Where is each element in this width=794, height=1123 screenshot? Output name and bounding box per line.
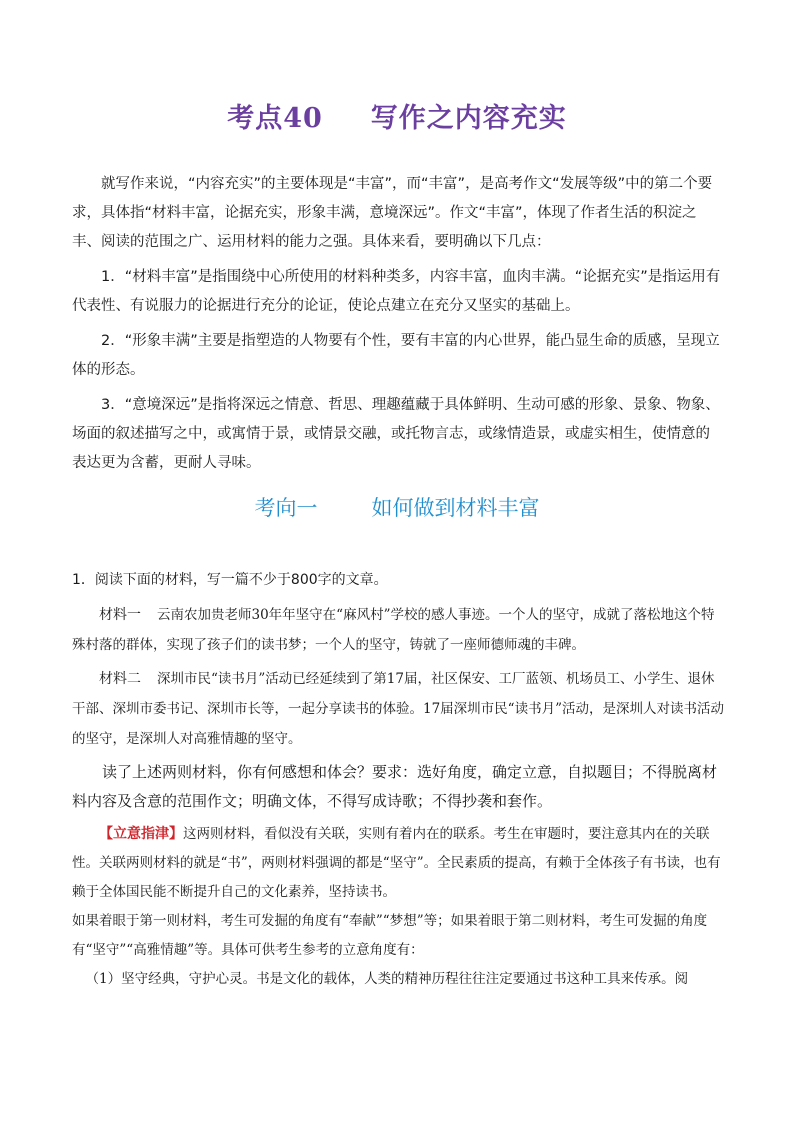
intro-paragraph: 就写作来说，“内容充实”的主要体现是“丰富”，而“丰富”，是高考作文“发展等级”中的第二个要求，具体指“材料丰富，论据充实，形象丰满，意境深远”。作文“丰富”，体现了作者生活的积淀之丰、阅读的范围之广、运用材料的能力之强。具体来看，要明确以下几点： — [72, 176, 713, 250]
material-2 — [72, 664, 724, 754]
guide-paragraph — [72, 820, 724, 907]
intro-item-1: 1．“材料丰富”是指围绕中心所使用的材料种类多，内容丰富，血肉丰满。“论据充实”是指运用有代表性、有说服力的论据进行充分的论证，使论点建立在充分又坚实的基础上。 — [72, 269, 721, 314]
subtitle-text: 如何做到材料丰富 — [371, 496, 540, 520]
title-text: 写作之内容充实 — [370, 103, 567, 134]
material-1 — [72, 600, 724, 660]
material-1-text: 云南农加贵老师30年年坚守在“麻风村”学校的感人事迹。一个人的坚守，成就了落松地这个特殊村落的群体，实现了孩子们的读书梦；一个人的坚守，铸就了一座师德师魂的丰碑。 — [72, 607, 715, 653]
intro-item-2: 2．“形象丰满”主要是指塑造的人物要有个性，要有丰富的内心世界，能凸显生命的质感，呈现立体的形态。 — [72, 333, 720, 378]
guide-tag: 【立意指津】 — [99, 826, 183, 842]
material-2-label: 材料二 — [99, 671, 141, 687]
guide-more: 如果着眼于第一则材料，考生可发掘的角度有“奉献”“梦想”等；如果着眼于第二则材料，考生可发掘的角度有“坚守”“高雅情趣”等。具体可供考生参考的立意角度有： — [72, 913, 708, 958]
question-prompt: 1．阅读下面的材料，写一篇不少于800字的文章。 — [72, 572, 388, 588]
intro-section — [72, 170, 724, 478]
section-subtitle — [0, 492, 794, 522]
question-section — [72, 566, 724, 994]
intro-item-3: 3．“意境深远”是指将深远之情意、哲思、理趣蕴藏于具体鲜明、生动可感的形象、景象、物象、场面的叙述描写之中，或寓情于景，或情景交融，或托物言志，或缘情造景，或虚实相生，使情意的表达更为含蓄，更耐人寻味。 — [72, 397, 720, 471]
title-number: 考点40 — [227, 103, 323, 134]
material-2-text: 深圳市民“读书月”活动已经延续到了第17届，社区保安、工厂蓝领、机场员工、小学生、退休干部、深圳市委书记、深圳市长等，一起分享读书的体验。17届深圳市民“读书月”活动，是深圳人对读书活动的坚守，是深圳人对高雅情趣的坚守。 — [72, 671, 724, 747]
guide-text: 这两则材料，看似没有关联，实则有着内在的联系。考生在审题时，要注意其内在的关联性。关联两则材料的就是“书”，两则材料强调的都是“坚守”。全民素质的提高，有赖于全体孩子有书读，也有赖于全体国民能不断提升自己的文化素养，坚持读书。 — [72, 826, 721, 900]
requirement-text: 读了上述两则材料，你有何感想和体会？要求：选好角度，确定立意，自拟题目；不得脱离材料内容及含意的范围作文；明确文体，不得写成诗歌；不得抄袭和套作。 — [72, 763, 718, 810]
material-1-label: 材料一 — [99, 607, 141, 623]
subtitle-label: 考向一 — [254, 496, 318, 520]
page-title — [0, 96, 794, 135]
angle-point-1: （1）坚守经典，守护心灵。书是文化的载体，人类的精神历程往往注定要通过书这种工具来传承。阅 — [85, 971, 689, 987]
